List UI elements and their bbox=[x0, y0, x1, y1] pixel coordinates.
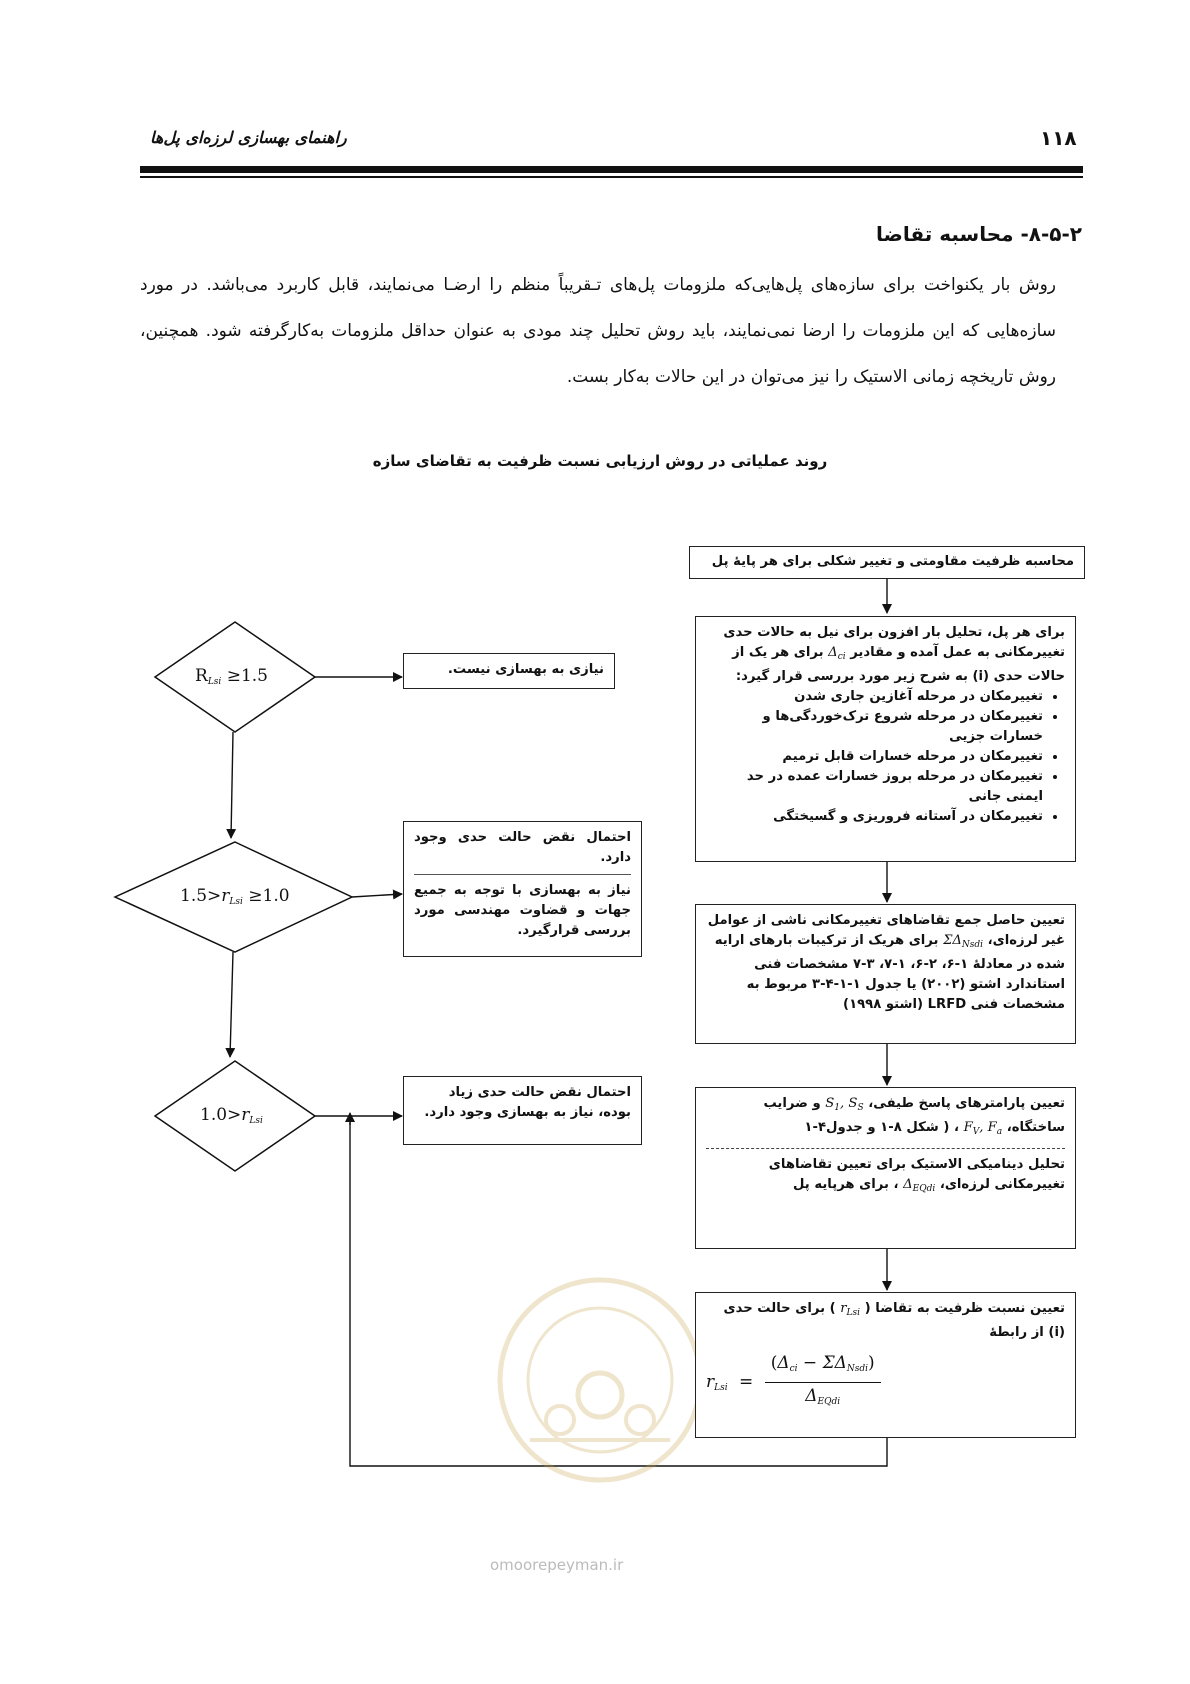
result-box-judgment-text: نیاز به بهسازی با توجه به جمیع جهات و قضاوت مهندسی مورد بررسی قرارگیرد. bbox=[414, 883, 631, 938]
r-lsi-symbol: $r_{Lsi}$ bbox=[840, 1301, 861, 1318]
nonseismic-text-a: تعیین حاصل جمع تقاضاهای تغییرمکانی ناشی از عوامل غیر لرزه‌ای، bbox=[707, 913, 1065, 948]
elastic-text-b: ، برای هرپایه پل bbox=[793, 1177, 899, 1192]
sum-delta-nsdi-symbol: $\Sigma\Delta_{Nsdi}$ bbox=[943, 933, 984, 950]
ratio-text-a: تعیین نسبت ظرفیت به تقاضا ( bbox=[864, 1301, 1065, 1316]
separator bbox=[414, 874, 631, 875]
decision-label-3: $1.0>r_{Lsi}$ bbox=[200, 1105, 263, 1126]
ratio-text-b: ) برای حالت حدی (i) از رابطهٔ bbox=[723, 1301, 1065, 1340]
process-box-capacity-text: محاسبه ظرفیت مقاومتی و تغییر شکلی برای هر پایهٔ پل bbox=[711, 554, 1074, 569]
process-box-nonseismic bbox=[695, 904, 1076, 1044]
list-item: • تغییرمکان در مرحله بروز خسارات عمده در حد ایمنی جانی bbox=[706, 767, 1043, 807]
process-box-ratio bbox=[695, 1292, 1076, 1438]
list-item: • تغییرمکان در آستانه فروریزی و گسیختگی bbox=[706, 807, 1043, 827]
running-header-title: راهنمای بهسازی لرزه‌ای پل‌ها bbox=[150, 128, 347, 147]
result-box-retrofit-text: احتمال نقض حالت حدی زیاد بوده، نیاز به بهسازی وجود دارد. bbox=[424, 1085, 631, 1120]
decision-label-2: $1.5>r_{Lsi} \ge 1.0$ bbox=[180, 886, 290, 907]
fv-fa-symbol: $F_V$, $F_a$ bbox=[963, 1120, 1003, 1137]
figure-title: روند عملیاتی در روش ارزیابی نسبت ظرفیت به تقاضای سازه bbox=[372, 452, 828, 470]
list-item: • تغییرمکان در مرحله خسارات قابل ترمیم bbox=[706, 747, 1043, 767]
delta-ci-symbol: $\Delta_{ci}$ bbox=[828, 645, 846, 662]
result-box-no-retrofit bbox=[403, 653, 615, 689]
result-box-violation-text: احتمال نقض حالت حدی وجود دارد. bbox=[414, 830, 631, 865]
nonseismic-text-b: برای هریک از ترکیبات بارهای ارایه شده در معادلهٔ ۱-۶، ۲-۶، ۱-۷، ۳-۷ مشخصات فنی استاندارد اشتو (۲۰۰۲) یا جدول ۱-۱-۴-۳ مربوط به مشخصات فنی LRFD (اشتو ۱۹۹۸) bbox=[714, 933, 1065, 1012]
spectral-text-b: و ضرایب ساختگاه، bbox=[763, 1096, 1065, 1135]
list-item: • تغییرمکان در مرحله آغازین جاری شدن bbox=[706, 687, 1043, 707]
ratio-text bbox=[706, 1299, 1065, 1343]
process-box-capacity bbox=[689, 546, 1085, 579]
pushover-intro-a: برای هر پل، تحلیل بار افزون برای نیل به حالات حدی تغییرمکانی به عمل آمده و مقادیر bbox=[723, 625, 1065, 660]
result-box-no-retrofit-text: نیازی به بهسازی نیست. bbox=[447, 662, 604, 677]
dashed-separator bbox=[706, 1148, 1065, 1149]
result-box-retrofit-needed bbox=[403, 1076, 642, 1145]
limit-state-list bbox=[706, 687, 1065, 827]
page-number: ۱۱۸ bbox=[1040, 126, 1077, 150]
section-heading: ۸-۵-۲- محاسبه تقاضا bbox=[876, 222, 1082, 246]
watermark-url: omoorepeyman.ir bbox=[490, 1556, 624, 1574]
list-item: • تغییرمکان در مرحله شروع ترک‌خوردگی‌ها و خسارات جزیی bbox=[706, 707, 1043, 747]
watermark-seal-icon bbox=[500, 1280, 700, 1480]
process-box-pushover bbox=[695, 616, 1076, 862]
elastic-text-a: تحلیل دینامیکی الاستیک برای تعیین تقاضاهای تغییرمکانی لرزه‌ای، bbox=[768, 1157, 1065, 1192]
elastic-analysis bbox=[706, 1155, 1065, 1199]
result-box-possible-violation bbox=[403, 821, 642, 957]
pushover-intro-b: برای هر یک از حالات حدی (i) به شرح زیر مورد بررسی قرار گیرد: bbox=[732, 645, 1065, 684]
spectral-text-c: ، ( شکل ۸-۱ و جدول۴-۱ bbox=[804, 1120, 959, 1135]
decision-label-1: $R_{Lsi} \ge 1.5$ bbox=[195, 666, 268, 687]
spectral-params bbox=[706, 1094, 1065, 1142]
s1-ss-symbol: $S_1$, $S_S$ bbox=[825, 1096, 864, 1113]
paragraph-text: روش بار یکنواخت برای سازه‌های پل‌هایی‌که ملزومات پل‌های تـقریباً منظم را ارضـا می‌نمایند، قابل کاربرد می‌باشد. در مورد سازه‌هایی که این ملزومات را ارضا نمی‌نمایند، باید روش تحلیل چند مودی به عنوان حداقل ملزومات به‌کارگرفته شود. همچنین، روش تاریخچه زمانی الاستیک را نیز می‌توان در این حالات به‌کار بست. bbox=[140, 275, 1056, 387]
delta-eqdi-symbol: $\Delta_{EQdi}$ bbox=[903, 1177, 936, 1194]
ratio-formula: $r_{Lsi}$ = $\frac{(\Delta_{ci} - \Sigma\Delta_{Nsdi})}{\Delta_{EQdi}}$ bbox=[706, 1353, 1065, 1412]
process-box-spectral bbox=[695, 1087, 1076, 1249]
spectral-text-a: تعیین پارامترهای پاسخ طیفی، bbox=[868, 1096, 1065, 1111]
